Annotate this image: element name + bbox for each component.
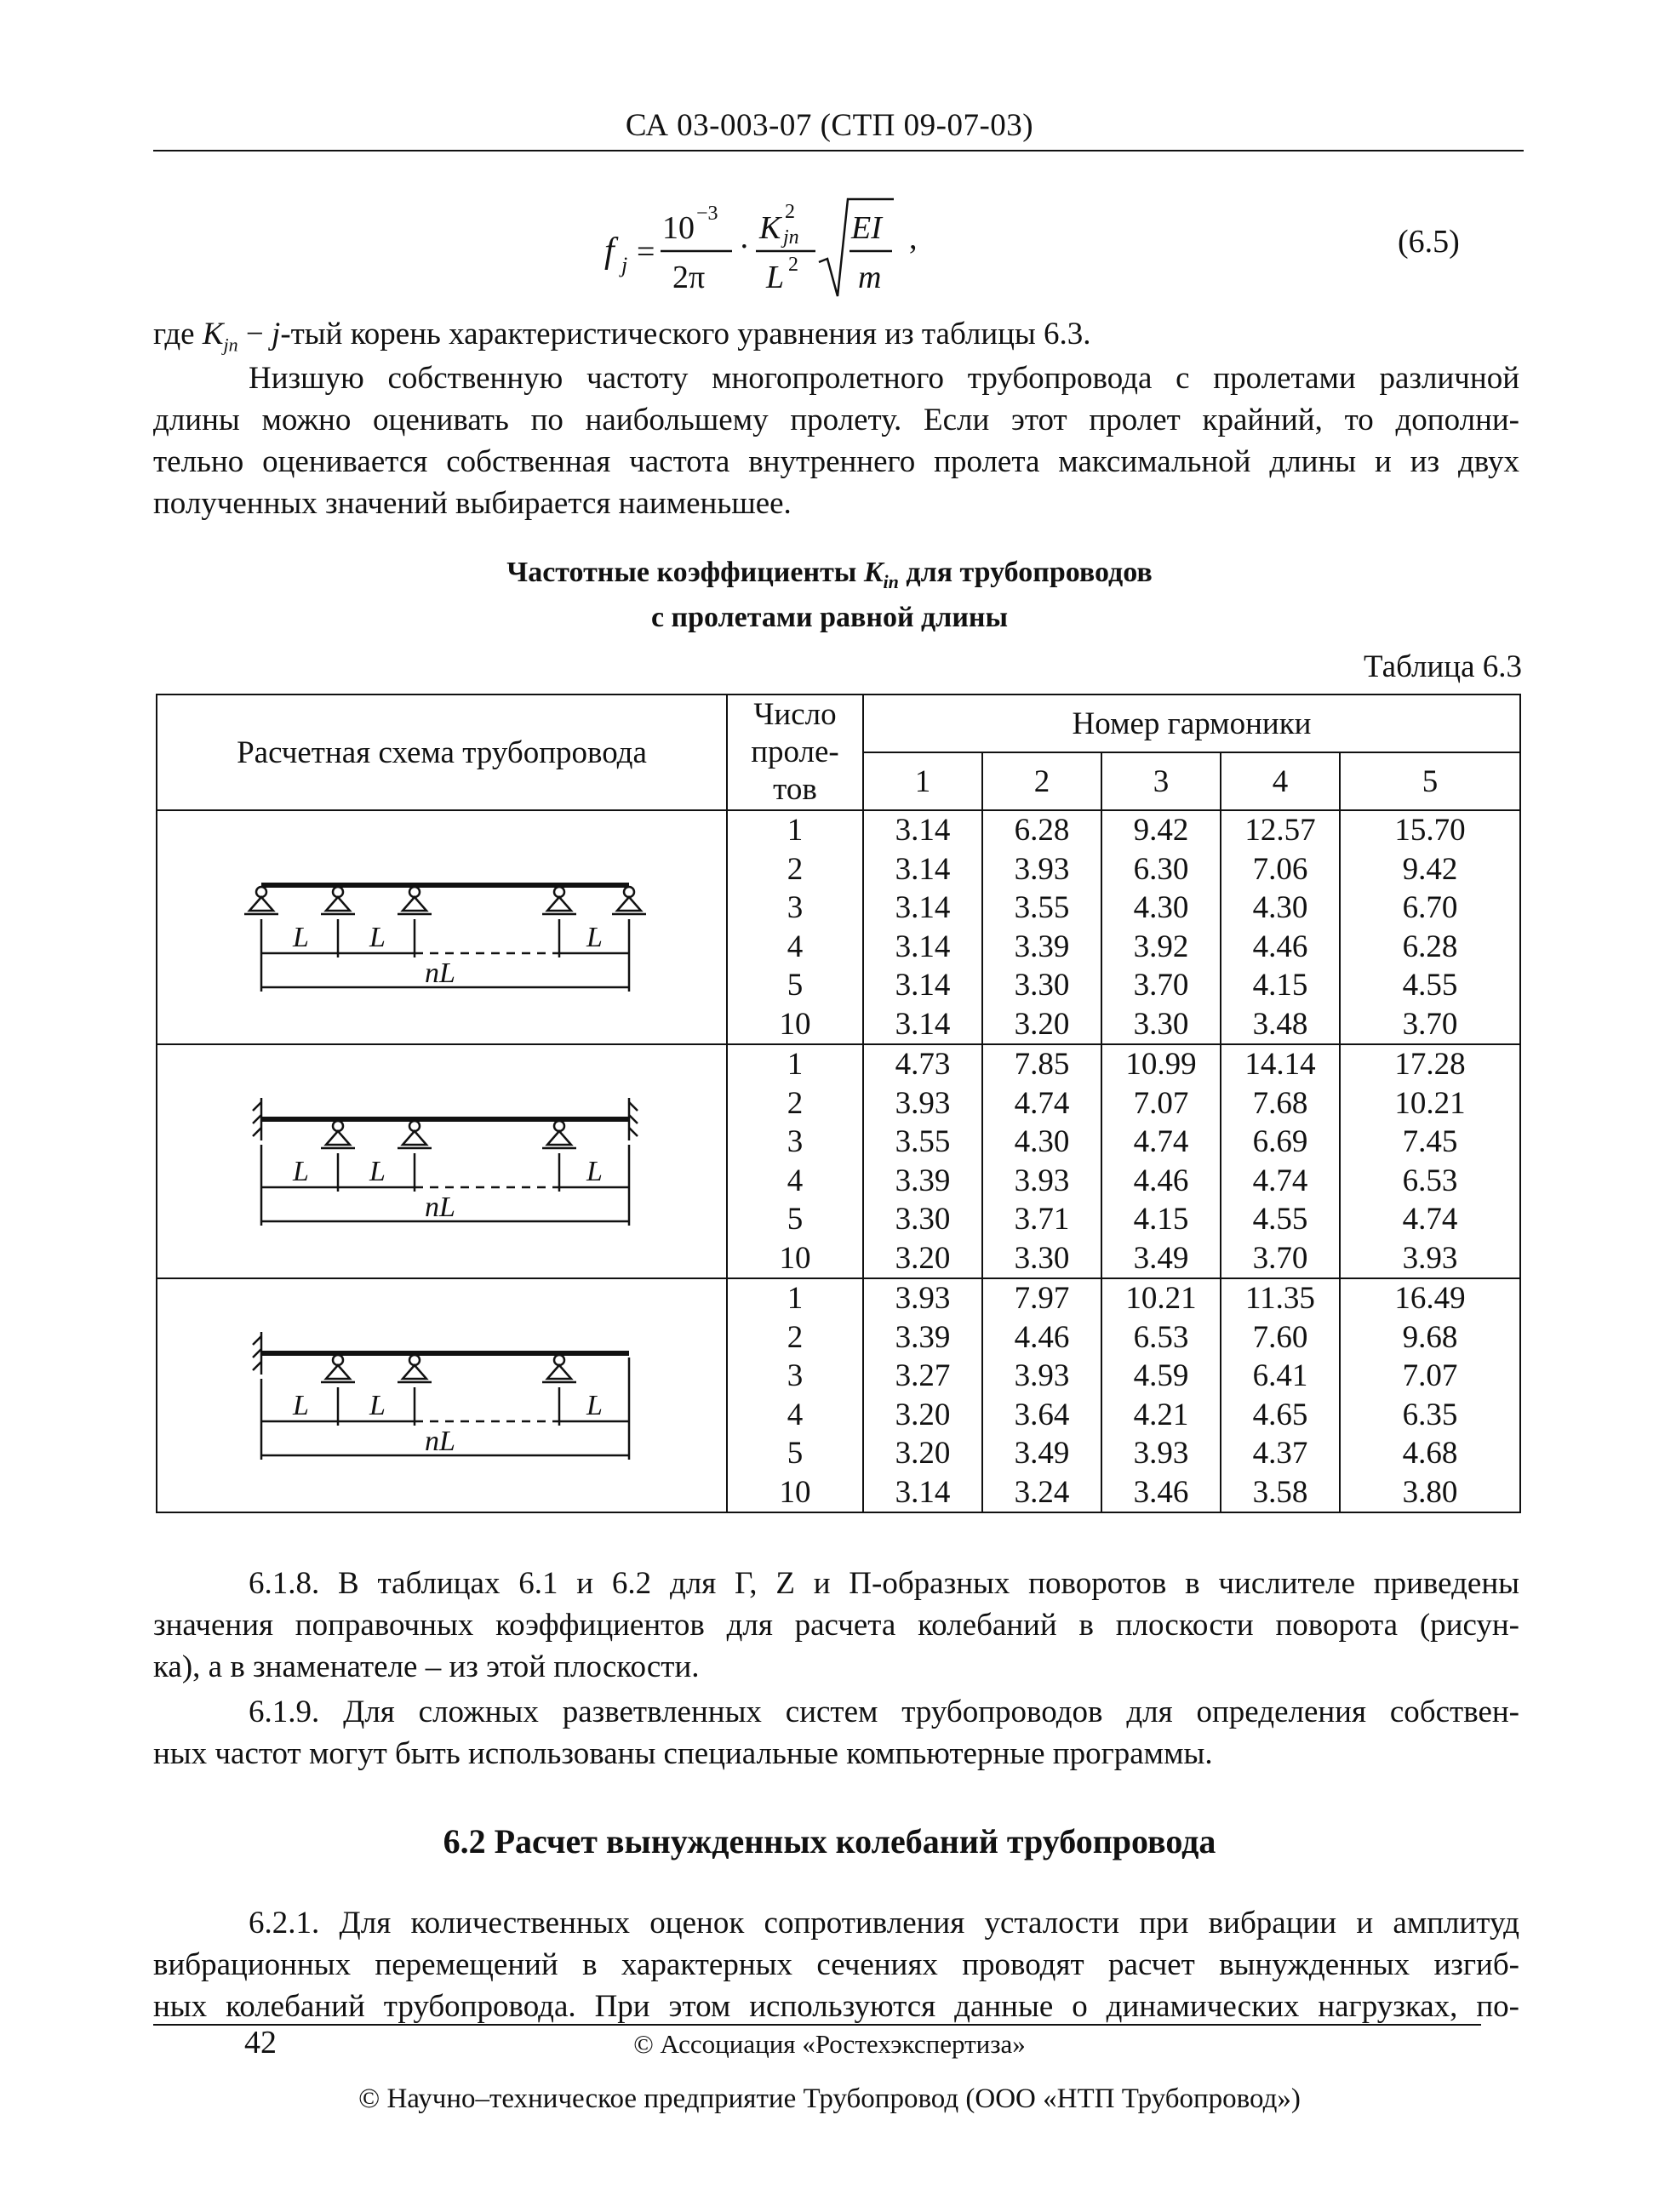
equation-number: (6.5) [1398,224,1460,260]
coefficient-cell: 6.28 [1402,929,1458,964]
section-heading-6-2: 6.2 Расчет вынужденных колебаний трубопровода [443,1822,1216,1860]
spans-value: 1 [787,1047,804,1082]
table-label: Таблица 6.3 [1364,649,1522,684]
caption-text: для трубопроводов [898,557,1153,588]
caption-text: Частотные коэффициенты [506,557,864,588]
spans-column [727,810,863,1044]
table-group-fixed [157,1044,1520,1278]
table-group-fixed-hinged [157,1278,1520,1512]
formula-lhs-sub: j [621,253,628,277]
paragraph-line: вибрационных перемещений в характерных сечениях проводят расчет вынужденных изгиб- [153,1947,1519,1982]
spans-value: 1 [787,813,804,848]
coefficient-cell: 3.24 [1014,1474,1070,1510]
total-length-label: nL [425,1191,455,1223]
paragraph-line: Низшую собственную частоту многопролетного трубопровода с пролетами различной [249,361,1519,396]
coefficient-cell: 17.28 [1394,1047,1466,1082]
coefficient-cell: 6.53 [1133,1319,1189,1355]
harmonic-column [863,1278,982,1512]
coefficient-cell: 3.48 [1252,1006,1308,1042]
coefficient-cell: 7.97 [1014,1281,1070,1316]
coefficient-cell: 14.14 [1244,1047,1316,1082]
coefficient-cell: 9.42 [1402,851,1458,887]
scheme-fixed-hinged [157,1278,727,1512]
harmonic-column [1221,1044,1340,1278]
header-spans-line: тов [773,772,817,807]
harmonic-column [982,810,1101,1044]
formula-root-den: m [858,260,882,295]
coefficient-cell: 4.15 [1133,1202,1189,1237]
coefficient-cell: 3.30 [1014,968,1070,1003]
formula-root-num: EI [851,210,882,246]
coefficient-cell: 3.55 [1014,890,1070,925]
coefficient-cell: 3.46 [1133,1474,1189,1510]
coefficient-cell: 3.49 [1014,1436,1070,1471]
coefficient-cell: 4.55 [1402,968,1458,1003]
coefficient-cell: 4.46 [1014,1319,1070,1355]
formula-den2: L [766,260,785,295]
spans-value: 3 [787,1124,804,1159]
caption-symbol: K [863,557,884,588]
coefficient-cell: 9.42 [1133,813,1189,848]
total-length-label: nL [425,1425,455,1457]
header-harmonic: Номер гармоники [863,694,1520,752]
frequency-coefficients-table [156,694,1521,1513]
where-symbol-sub: jn [223,334,238,356]
coefficient-cell: 3.49 [1133,1240,1189,1276]
coefficient-cell: 3.39 [1014,929,1070,964]
coefficient-cell: 7.85 [1014,1047,1070,1082]
paragraph-6-2-1 [153,1902,1519,2027]
spans-value: 4 [787,1397,804,1432]
harmonic-3: 3 [1101,752,1221,810]
coefficient-cell: 10.21 [1394,1085,1466,1121]
scheme-hinged [157,810,727,1044]
svg-text:·: · [739,229,750,265]
harmonic-column [1221,1278,1340,1512]
span-label: L [369,1389,386,1421]
coefficient-cell: 12.57 [1244,813,1316,848]
coefficient-cell: 4.73 [895,1047,951,1082]
coefficient-cell: 4.68 [1402,1436,1458,1471]
spans-value: 4 [787,1163,804,1198]
formula-num1: 10 [662,210,695,246]
where-symbol: K [202,317,224,352]
formula-6-5 [596,187,953,306]
beam-hinged-diagram [229,843,655,1013]
coefficient-cell: 7.45 [1402,1124,1458,1159]
where-j: j [272,317,281,352]
coefficient-cell: 7.07 [1402,1358,1458,1393]
header-spans-line: проле- [751,734,839,769]
coefficient-cell: 3.93 [1014,1163,1070,1198]
coefficient-cell: 4.21 [1133,1397,1189,1432]
table-group-hinged [157,810,1520,1044]
paragraph-line: ных частот могут быть использованы специальные компьютерные программы. [153,1736,1213,1771]
span-label: L [293,1155,309,1187]
formula-tail: , [909,220,918,256]
spans-column [727,1278,863,1512]
formula-lhs: f [604,231,615,271]
spans-value: 3 [787,890,804,925]
where-prefix: где [153,317,203,352]
coefficient-cell: 4.30 [1252,890,1308,925]
coefficient-cell: 3.14 [895,929,951,964]
harmonic-column [1221,810,1340,1044]
formula-num2: K [759,210,781,246]
coefficient-cell: 3.70 [1252,1240,1308,1276]
paragraph-6-1-8 [153,1563,1519,1688]
spans-value: 4 [787,929,804,964]
coefficient-cell: 3.70 [1402,1006,1458,1042]
harmonic-5: 5 [1340,752,1520,810]
coefficient-cell: 4.74 [1133,1124,1189,1159]
header-spans-line: Число [753,697,837,732]
harmonic-1: 1 [863,752,982,810]
coefficient-cell: 4.65 [1252,1397,1308,1432]
formula-num2-sup: 2 [785,201,795,223]
paragraph-6-1-9 [153,1691,1519,1775]
where-text: -тый корень характеристического уравнения из таблицы 6.3. [280,317,1091,352]
coefficient-cell: 3.14 [895,968,951,1003]
coefficient-cell: 3.27 [895,1358,951,1393]
document-header: СА 03-003-07 (СТП 09-07-03) [625,108,1034,143]
harmonic-column [1101,1278,1221,1512]
coefficient-cell: 4.37 [1252,1436,1308,1471]
caption-line2: с пролетами равной длины [650,601,1009,633]
coefficient-cell: 3.14 [895,1006,951,1042]
footer-rule [153,2024,1481,2026]
coefficient-cell: 3.20 [895,1240,951,1276]
coefficient-cell: 4.15 [1252,968,1308,1003]
coefficient-cell: 3.71 [1014,1202,1070,1237]
total-length-label: nL [425,957,455,989]
coefficient-cell: 7.60 [1252,1319,1308,1355]
formula-den1: 2π [672,260,706,295]
coefficient-cell: 10.21 [1125,1281,1197,1316]
coefficient-cell: 3.64 [1014,1397,1070,1432]
paragraph-line: 6.2.1. Для количественных оценок сопротивления усталости при вибрации и амплитуд [249,1906,1519,1941]
coefficient-cell: 6.28 [1014,813,1070,848]
spans-value: 5 [787,1202,804,1237]
coefficient-cell: 4.74 [1252,1163,1308,1198]
coefficient-cell: 3.14 [895,813,951,848]
coefficient-cell: 7.68 [1252,1085,1308,1121]
span-label: L [293,921,309,953]
header-rule [153,150,1524,151]
header-scheme: Расчетная схема трубопровода [157,694,727,810]
paragraph-line: ных колебаний трубопровода. При этом используются данные о динамических нагрузках, по- [153,1989,1519,2024]
spans-value: 5 [787,1436,804,1471]
coefficient-cell: 7.07 [1133,1085,1189,1121]
coefficient-cell: 6.69 [1252,1124,1308,1159]
harmonic-column [982,1044,1101,1278]
paragraph-line: 6.1.8. В таблицах 6.1 и 6.2 для Г, Z и П-образных поворотов в числителе приведены [249,1566,1519,1601]
coefficient-cell: 6.70 [1402,890,1458,925]
where-dash: − [237,317,272,352]
coefficient-cell: 4.74 [1402,1202,1458,1237]
paragraph-line: полученных значений выбирается наименьшее. [153,486,792,521]
coefficient-cell: 3.30 [1014,1240,1070,1276]
coefficient-cell: 4.30 [1133,890,1189,925]
coefficient-cell: 3.93 [1014,851,1070,887]
span-label: L [369,1155,386,1187]
harmonic-2: 2 [982,752,1101,810]
formula-den2-sup: 2 [788,254,798,276]
coefficient-cell: 6.53 [1402,1163,1458,1198]
coefficient-cell: 4.74 [1014,1085,1070,1121]
coefficient-cell: 4.46 [1252,929,1308,964]
caption-symbol-sub: in [883,570,899,592]
span-label: L [586,1155,603,1187]
coefficient-cell: 3.55 [895,1124,951,1159]
scheme-fixed [157,1044,727,1278]
harmonic-column [1340,1044,1520,1278]
spans-value: 2 [787,1085,804,1121]
coefficient-cell: 3.92 [1133,929,1189,964]
span-label: L [586,1389,603,1421]
spans-column [727,1044,863,1278]
coefficient-cell: 3.30 [895,1202,951,1237]
page-number: 42 [244,2025,277,2061]
coefficient-cell: 4.59 [1133,1358,1189,1393]
paragraph-line: значения поправочных коэффициентов для расчета колебаний в плоскости поворота (рисун- [153,1608,1519,1643]
paragraph-lowest-frequency [153,357,1519,524]
coefficient-cell: 3.93 [895,1281,951,1316]
coefficient-cell: 10.99 [1125,1047,1197,1082]
span-label: L [586,921,603,953]
coefficient-cell: 3.80 [1402,1474,1458,1510]
coefficient-cell: 3.93 [895,1085,951,1121]
coefficient-cell: 3.39 [895,1163,951,1198]
coefficient-cell: 3.14 [895,851,951,887]
spans-value: 5 [787,968,804,1003]
footer-association: © Ассоциация «Ростехэкспертиза» [633,2029,1026,2059]
coefficient-cell: 3.93 [1014,1358,1070,1393]
table-caption [0,555,1659,636]
header-spans [727,694,863,810]
coefficient-cell: 9.68 [1402,1319,1458,1355]
paragraph-line: длины можно оценивать по наибольшему пролету. Если этот пролет крайний, то дополни- [153,403,1519,437]
coefficient-cell: 11.35 [1245,1281,1315,1316]
coefficient-cell: 3.14 [895,1474,951,1510]
harmonic-column [1340,1278,1520,1512]
coefficient-cell: 4.55 [1252,1202,1308,1237]
formula-num1-exp: −3 [696,203,718,225]
coefficient-cell: 3.70 [1133,968,1189,1003]
paragraph-line: ка), а в знаменателе – из этой плоскости. [153,1649,700,1684]
spans-value: 1 [787,1281,804,1316]
coefficient-cell: 3.93 [1133,1436,1189,1471]
coefficient-cell: 15.70 [1394,813,1466,848]
coefficient-cell: 3.20 [895,1436,951,1471]
coefficient-cell: 3.58 [1252,1474,1308,1510]
paragraph-line: тельно оценивается собственная частота внутреннего пролета максимальной длины и из двух [153,444,1519,479]
beam-fixed-hinged-diagram [229,1311,655,1481]
spans-value: 2 [787,851,804,887]
footer-company: © Научно–техническое предприятие Трубопровод (ООО «НТП Трубопровод») [358,2083,1301,2114]
coefficient-cell: 3.20 [895,1397,951,1432]
span-label: L [369,921,386,953]
coefficient-cell: 4.46 [1133,1163,1189,1198]
span-label: L [293,1389,309,1421]
harmonic-column [1340,810,1520,1044]
spans-value: 10 [779,1240,811,1276]
harmonic-column [863,810,982,1044]
formula-num2-sub: jn [783,226,799,249]
coefficient-cell: 6.41 [1252,1358,1308,1393]
coefficient-cell: 16.49 [1394,1281,1466,1316]
coefficient-cell: 3.93 [1402,1240,1458,1276]
spans-value: 10 [779,1006,811,1042]
harmonic-column [982,1278,1101,1512]
coefficient-cell: 3.14 [895,890,951,925]
paragraph-line: 6.1.9. Для сложных разветвленных систем трубопроводов для определения собствен- [249,1695,1519,1729]
harmonic-column [1101,1044,1221,1278]
harmonic-column [863,1044,982,1278]
beam-fixed-diagram [229,1077,655,1247]
harmonic-column [1101,810,1221,1044]
coefficient-cell: 7.06 [1252,851,1308,887]
coefficient-cell: 3.39 [895,1319,951,1355]
coefficient-cell: 3.20 [1014,1006,1070,1042]
coefficient-cell: 4.30 [1014,1124,1070,1159]
harmonic-4: 4 [1221,752,1340,810]
coefficient-cell: 6.35 [1402,1397,1458,1432]
spans-value: 3 [787,1358,804,1393]
spans-value: 2 [787,1319,804,1355]
svg-text:=: = [637,234,655,270]
formula-graphic [596,187,953,306]
coefficient-cell: 6.30 [1133,851,1189,887]
spans-value: 10 [779,1474,811,1510]
coefficient-cell: 3.30 [1133,1006,1189,1042]
